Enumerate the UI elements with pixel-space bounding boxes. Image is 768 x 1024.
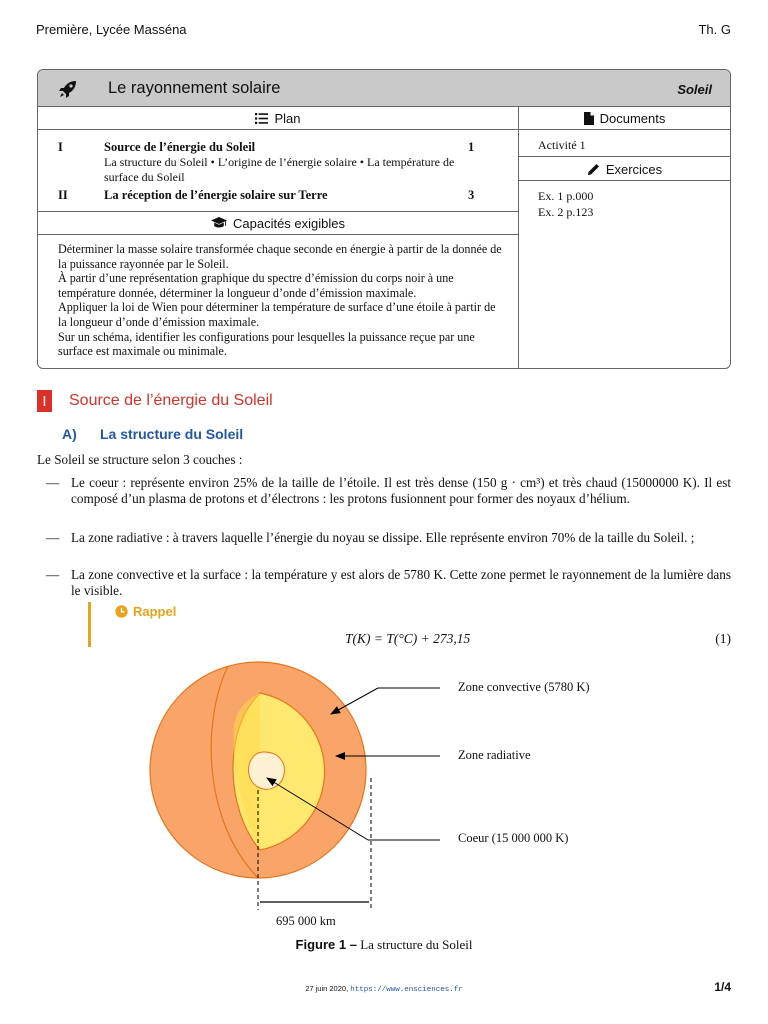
core-zone (248, 752, 284, 789)
rocket-icon (58, 79, 78, 99)
plan-item-2 (38, 188, 518, 204)
rappel-heading (115, 604, 176, 619)
clock-icon (115, 605, 128, 618)
footer-date: 27 juin 2020, (305, 984, 351, 993)
summary-card (37, 69, 731, 369)
intro-paragraph: Le Soleil se structure selon 3 couches : (37, 452, 243, 467)
pencil-icon (587, 163, 600, 176)
plan-item-title: La réception de l’énergie solaire sur Terre (104, 188, 328, 202)
section-title: Source de l’énergie du Soleil (69, 392, 273, 409)
document-item: Activité 1 (538, 138, 586, 152)
plan-item-subsections: La structure du Soleil • L’origine de l’énergie solaire • La température de surface du Soleil (104, 155, 455, 184)
list-dash: — (46, 567, 60, 582)
figure-caption (0, 937, 768, 953)
plan-header (38, 107, 518, 129)
list-item-text: Le coeur : représente environ 25% de la taille de l’étoile. Il est très dense (150 g · cm³) et très chaud (15000000 K). Il est composé d’un plasma de protons et d’électrons : les protons fusionnent pour former des noyaux d’hélium. (71, 475, 731, 506)
plan-item-title: Source de l’énergie du Soleil (104, 140, 256, 154)
chapter-title: Le rayonnement solaire (108, 79, 281, 97)
section-number: I (37, 390, 52, 412)
header-author: Th. G (698, 22, 731, 37)
column-divider (518, 107, 519, 369)
capacite-item: Sur un schéma, identifier les configurations pour lesquelles la puissance reçue par une surface est maximale ou minimale. (58, 329, 475, 359)
label-radiative: Zone radiative (458, 748, 531, 762)
capacites-header (38, 212, 518, 234)
capacites-label: Capacités exigibles (232, 215, 345, 231)
rappel-title: Rappel (133, 604, 177, 619)
capacites-list (58, 242, 503, 359)
list-item-text: La zone convective et la surface : la température y est alors de 5780 K. Cette zone permet le rayonnement de la lumière dans le visible. (71, 567, 731, 598)
subsection-label: A) (62, 426, 77, 442)
exercice-item: Ex. 1 p.000 (538, 189, 594, 203)
chapter-subject: Soleil (677, 82, 712, 97)
file-icon (584, 112, 594, 125)
footer-url[interactable]: https://www.ensciences.fr (350, 986, 463, 994)
subsection-heading (62, 426, 243, 442)
plan-item-number: II (58, 188, 68, 202)
sun-structure-svg (140, 660, 620, 940)
subsection-title: La structure du Soleil (100, 426, 244, 442)
list-icon (255, 113, 268, 124)
sun-structure-diagram (140, 660, 620, 940)
card-header (38, 70, 730, 107)
label-core: Coeur (15 000 000 K) (458, 831, 569, 845)
exercices-label: Exercices (605, 161, 663, 177)
documents-label: Documents (599, 110, 666, 126)
documents-header (519, 107, 730, 129)
plan-item-number: I (58, 140, 63, 154)
plan-label: Plan (274, 110, 301, 126)
plan-item-1 (38, 140, 518, 156)
plan-item-page: 1 (468, 140, 475, 154)
figure-label: Figure 1 – (295, 937, 357, 952)
plan-item-page: 3 (468, 188, 475, 202)
label-convective: Zone convective (5780 K) (458, 680, 590, 694)
rappel-bar (88, 602, 91, 647)
capacite-item: Déterminer la masse solaire transformée chaque seconde en énergie à partir de la donnée de la puissance rayonnée par le Soleil. (58, 242, 502, 271)
list-item-text: La zone radiative : à travers laquelle l’énergie du noyau se dissipe. Elle représente environ 70% de la taille du Soleil. ; (71, 530, 695, 545)
footer (0, 984, 768, 994)
graduation-cap-icon (211, 217, 227, 229)
exercice-item: Ex. 2 p.123 (538, 205, 594, 219)
row-divider (38, 129, 730, 130)
list-dash: — (46, 530, 60, 545)
capacite-item: À partir d’une représentation graphique du spectre d’émission du corps noir à une température donnée, déterminer la longueur d’onde d’émission maximale. (58, 271, 454, 300)
row-divider (518, 180, 730, 181)
formula: T(K) = T(°C) + 273,15 (345, 631, 471, 646)
capacite-item: Appliquer la loi de Wien pour déterminer la température de surface d’une étoile à partir de la longueur d’onde d’émission maximale. (58, 300, 496, 329)
list-dash: — (46, 475, 60, 490)
header-school: Première, Lycée Masséna (36, 22, 187, 37)
exercices-header (519, 158, 730, 180)
label-radius: 695 000 km (276, 914, 336, 928)
section-heading (37, 390, 273, 412)
equation-number: (1) (715, 631, 731, 646)
figure-caption-text: La structure du Soleil (360, 937, 473, 952)
page-number: 1/4 (714, 980, 731, 994)
row-divider (518, 156, 730, 157)
row-divider (38, 234, 518, 235)
